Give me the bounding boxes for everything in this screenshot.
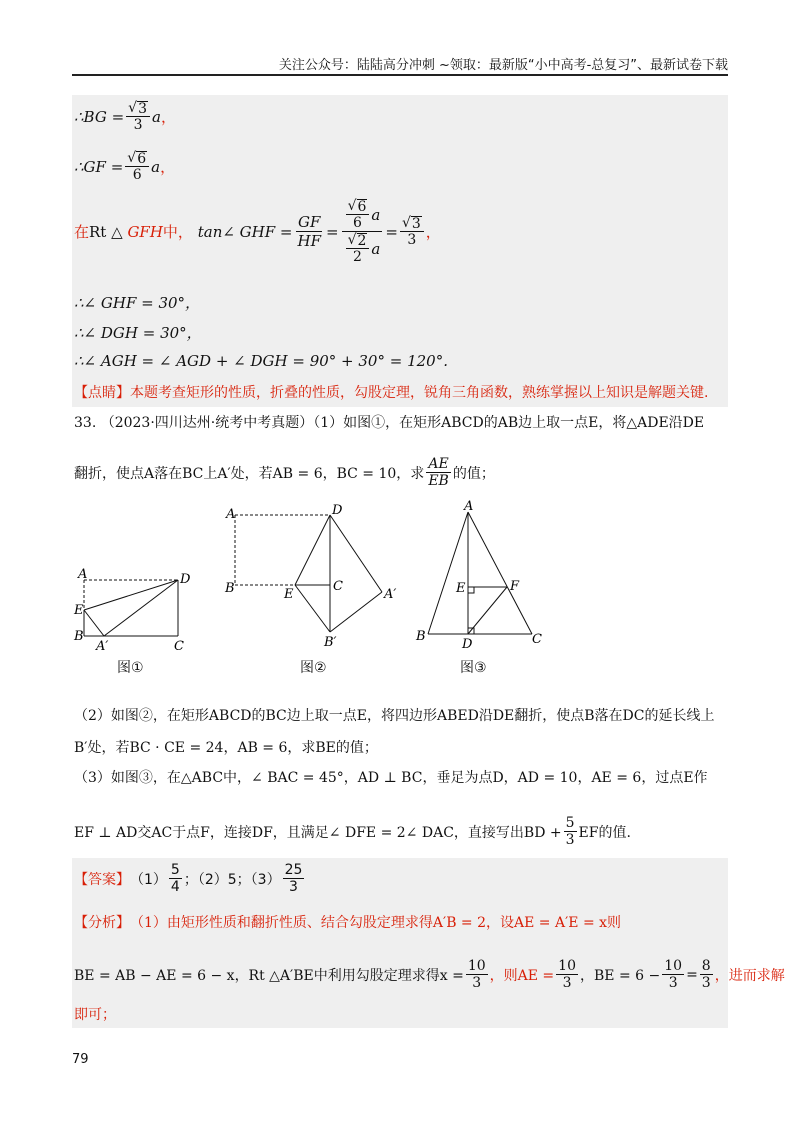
text: 4 xyxy=(170,879,180,895)
fraction xyxy=(564,815,577,848)
text: 中， xyxy=(162,223,193,241)
text: ， xyxy=(160,108,176,126)
fraction xyxy=(662,958,684,991)
text: GF xyxy=(298,213,321,231)
text: 8 xyxy=(701,958,711,974)
text: 3 xyxy=(565,832,575,848)
text: 6 xyxy=(353,215,362,231)
label-E: E xyxy=(456,581,466,596)
text: 3 xyxy=(411,216,421,232)
text: ∴BG = xyxy=(74,107,125,126)
fraction xyxy=(296,213,324,250)
text: 5 xyxy=(565,815,575,831)
text: EF ⊥ AD交AC于点F，连接DF，且满足∠ DFE = 2∠ DAC，直接写出BD + xyxy=(74,824,562,841)
label-D: D xyxy=(332,503,343,518)
comment-text: 本题考查矩形的性质，折叠的性质，勾股定理，锐角三角函数，熟练掌握以上知识是解题关键. xyxy=(130,385,709,401)
problem-q2-line2: B′处，若BC · CE = 24，AB = 6，求BE的值； xyxy=(74,740,378,756)
fraction xyxy=(556,958,578,991)
text: 3 xyxy=(133,117,143,133)
label-B: B xyxy=(74,629,84,644)
fraction xyxy=(426,456,451,489)
text: 翻折，使点A落在BC上A′处，若AB = 6，BC = 10，求 xyxy=(74,465,425,482)
fraction xyxy=(700,958,713,991)
problem-intro: 33. （2023·四川达州·统考中考真题）（1）如图①，在矩形ABCD的AB边上取一点E，将△ADE沿DE xyxy=(74,415,705,431)
fraction xyxy=(466,958,488,991)
solution-line-5: ∴∠ DGH = 30°， xyxy=(74,324,202,342)
text: 3 xyxy=(407,232,417,248)
text: （1）由矩形性质和翻折性质、结合勾股定理求得A′B = 2，设AE = A′E = x则 xyxy=(130,915,622,931)
label-C: C xyxy=(532,632,542,647)
label-E: E xyxy=(284,587,294,602)
text: EB xyxy=(428,473,449,489)
text: 的值； xyxy=(452,465,495,482)
label-E: E xyxy=(74,603,84,618)
label-B-prime: B′ xyxy=(324,635,337,650)
text: （1） xyxy=(130,871,167,888)
label-A: A xyxy=(226,507,236,522)
text: EF的值. xyxy=(578,824,631,841)
text: ， xyxy=(425,223,441,241)
text: a xyxy=(152,107,161,126)
problem-q2-line1: （2）如图②，在矩形ABCD的BC边上取一点E，将四边形ABED沿DE翻折，使点B落在DC的延长线上 xyxy=(74,708,715,724)
analysis-line-3: 即可； xyxy=(74,1007,116,1023)
text: 3 xyxy=(701,975,711,991)
text: HF xyxy=(297,232,321,250)
text: ，BE = 6 − xyxy=(580,967,661,984)
solution-line-1 xyxy=(74,100,176,133)
figure-3-caption: 图③ xyxy=(460,660,487,676)
compound-fraction: √ 6 6 a √ 2 2 a xyxy=(342,198,383,265)
text: = xyxy=(326,222,339,241)
solution-line-4: ∴∠ GHF = 30°， xyxy=(74,294,201,312)
fraction xyxy=(169,862,182,895)
text: ，则AE = xyxy=(489,967,555,984)
text: ，进而求解 xyxy=(714,967,785,984)
analysis-line-2 xyxy=(74,958,785,991)
label-D: D xyxy=(462,637,473,652)
solution-line-3 xyxy=(74,198,441,265)
label-A: A xyxy=(78,568,88,582)
text: ∴GF = xyxy=(74,157,124,176)
fraction: √ 6 6 xyxy=(125,150,149,183)
text: 6 xyxy=(132,167,142,183)
figure-2-caption: 图② xyxy=(300,660,327,676)
text: 3 xyxy=(289,879,298,895)
text: = xyxy=(686,966,698,983)
header-rule xyxy=(72,74,728,76)
label-B: B xyxy=(416,629,426,644)
text: 3 xyxy=(562,975,572,991)
label-F: F xyxy=(510,579,520,594)
text: 25 xyxy=(284,862,303,878)
text: 6 xyxy=(357,198,367,215)
label-D: D xyxy=(180,572,191,587)
text: tan∠ GHF = xyxy=(197,222,293,241)
solution-line-2 xyxy=(74,150,175,183)
problem-q3-line2 xyxy=(74,815,631,848)
problem-q1-line2 xyxy=(74,456,495,489)
text: a xyxy=(371,239,381,258)
answer-line xyxy=(74,862,306,895)
text: BE = AB − AE = 6 − x，Rt △A′BE中利用勾股定理求得x = xyxy=(74,967,464,984)
analysis-tag: 【分析】 xyxy=(74,915,130,931)
text: AE xyxy=(428,456,449,472)
figure-1 xyxy=(70,568,200,658)
text: 10 xyxy=(558,958,576,974)
text: 3 xyxy=(472,975,482,991)
text: GFH xyxy=(127,222,163,241)
analysis-line-1 xyxy=(74,912,621,932)
text: 3 xyxy=(668,975,678,991)
comment-tag: 【点睛】 xyxy=(74,385,130,401)
solution-line-6: ∴∠ AGH = ∠ AGD + ∠ DGH = 90° + 30° = 120°. xyxy=(74,352,448,370)
label-C: C xyxy=(333,579,343,594)
text: a xyxy=(151,157,161,176)
text: 在 xyxy=(74,223,90,241)
text: ；（2）5；（3） xyxy=(183,871,281,888)
problem-q3-line1: （3）如图③，在△ABC中，∠ BAC = 45°，AD ⊥ BC，垂足为点D，AD = 10，AE = 6，过点E作 xyxy=(74,770,708,786)
text: 10 xyxy=(664,958,683,974)
page-header: 关注公众号：陆陆高分冲刺 ~领取：最新版“小中高考-总复习”、最新试卷下载 xyxy=(278,58,728,73)
text: Rt △ xyxy=(89,222,123,241)
label-B: B xyxy=(225,581,235,596)
answer-tag: 【答案】 xyxy=(74,871,130,888)
text: 10 xyxy=(467,958,486,974)
text: 3 xyxy=(138,101,148,117)
label-A-prime: A′ xyxy=(384,587,397,602)
figure-2 xyxy=(220,500,410,652)
comment-line xyxy=(74,382,708,402)
text: 2 xyxy=(357,232,367,249)
label-A: A xyxy=(464,500,474,514)
text: a xyxy=(371,205,381,224)
figure-3 xyxy=(410,500,550,652)
text: ， xyxy=(160,158,176,176)
fraction xyxy=(283,862,305,895)
fraction: √ 3 3 xyxy=(400,215,424,248)
text: 5 xyxy=(170,862,180,878)
label-A-prime: A′ xyxy=(96,639,109,654)
page-number: 79 xyxy=(72,1052,89,1067)
label-C: C xyxy=(174,639,184,654)
text: = xyxy=(385,222,398,241)
fraction: √ 3 3 xyxy=(126,100,150,133)
figure-1-caption: 图① xyxy=(117,660,144,676)
text: 6 xyxy=(137,151,147,167)
text: 2 xyxy=(353,249,362,265)
